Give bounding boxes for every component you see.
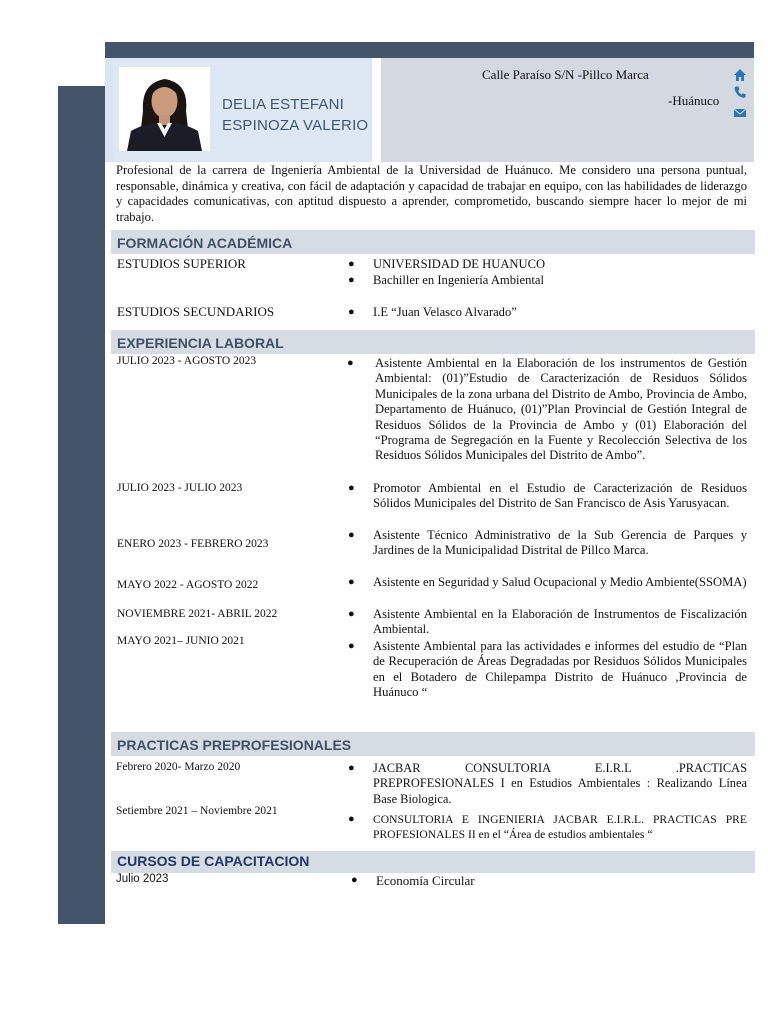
experience-period: ENERO 2023 - FEBRERO 2023 (117, 538, 269, 550)
experience-item: ● Asistente en Seguridad y Salud Ocupacional y Medio Ambiente(SSOMA) (348, 575, 747, 589)
courses-section-title: CURSOS DE CAPACITACION (111, 851, 755, 873)
course-item: ● Economía Circular (351, 873, 475, 888)
education-section-title: FORMACIÓN ACADÉMICA (111, 230, 755, 254)
experience-item: ● Asistente Ambiental para las actividades e informes del estudio de “Plan de Recuperación de Áreas Degradadas por Residuos Sólidos Municipales en el Botadero de Chilepampa Distrito de Huánuco ,Provincia de Huánuco “ (348, 639, 747, 700)
education-item: ● UNIVERSIDAD DE HUANUCO (348, 257, 546, 271)
address-text: Calle Paraíso S/N -Pillco Marca (482, 67, 649, 82)
experience-item: ● Asistente Ambiental en la Elaboración de los instrumentos de Gestión Ambiental: (01)”Estudio de Caracterización de Residuos Sólidos Municipales de la zona urbana del Distrito de Ambo, Provincia de Ambo, Departamento de Huánuco, (01)”Plan Provincial de Gestión Integral de Residuos Sólidos de la Provincia de Ambo y (01) Elaboración del “Programa de Segregación en la Fuente y Recolección Selectiva de los Residuos Sólidos Municipales del Distrito de Ambo”. (347, 356, 747, 463)
education-label-secundarios: ESTUDIOS SECUNDARIOS (117, 304, 275, 319)
education-item: ● I.E “Juan Velasco Alvarado” (348, 305, 517, 319)
education-label-superior: ESTUDIOS SUPERIOR (117, 256, 246, 271)
experience-period: MAYO 2021– JUNIO 2021 (117, 635, 245, 647)
practices-section-title: PRACTICAS PREPROFESIONALES (111, 732, 755, 756)
name-line-1: DELIA ESTEFANI (222, 96, 345, 113)
experience-period: JULIO 2023 - AGOSTO 2023 (117, 355, 257, 367)
experience-item: ● Promotor Ambiental en el Estudio de Caracterización de Residuos Sólidos Municipales del Distrito de San Francisco de Asis Yarusyacan. (348, 481, 747, 511)
profile-photo (119, 67, 210, 151)
education-item: ● Bachiller en Ingeniería Ambiental (348, 273, 544, 287)
experience-period: NOVIEMBRE 2021- ABRIL 2022 (117, 608, 278, 620)
practice-item: ● JACBAR CONSULTORIA E.I.R.L .PRACTICAS PREPROFESIONALES I en Estudios Ambientales : Realizando Línea Base Biologica. (348, 761, 747, 806)
course-period: Julio 2023 (116, 873, 169, 885)
home-icon (733, 68, 747, 82)
person-name (222, 94, 368, 136)
experience-item: ● Asistente Técnico Administrativo de la Sub Gerencia de Parques y Jardines de la Municipalidad Distrital de Pillco Marca. (348, 528, 747, 558)
side-accent-bar (58, 86, 105, 924)
phone-icon (733, 85, 747, 99)
practice-item: ● CONSULTORIA E INGENIERIA JACBAR E.I.R.L. PRACTICAS PRE PROFESIONALES II en el “Área de estudios ambientales “ (348, 813, 747, 842)
experience-period: MAYO 2022 - AGOSTO 2022 (117, 579, 259, 591)
experience-section-title: EXPERIENCIA LABORAL (111, 330, 755, 354)
mail-icon (733, 106, 747, 120)
city-text: -Huánuco (668, 93, 720, 108)
experience-period: JULIO 2023 - JULIO 2023 (117, 482, 243, 494)
practice-period: Setiembre 2021 – Noviembre 2021 (116, 805, 278, 817)
top-accent-bar (105, 42, 754, 58)
name-line-2: ESPINOZA VALERIO (222, 117, 369, 134)
practice-period: Febrero 2020- Marzo 2020 (116, 761, 241, 773)
experience-item: ● Asistente Ambiental en la Elaboración de Instrumentos de Fiscalización Ambiental. (348, 607, 747, 637)
profile-summary: Profesional de la carrera de Ingeniería Ambiental de la Universidad de Huánuco. Me considero una persona puntual, responsable, dinámica y creativa, con fácil de adaptación y capacidad de trabajar en equipo, con las habilidades de liderazgo y capacidades comunicativas, con aptitud dispuesto a aprender, comprometido, buscando siempre hacer lo mejor de mi trabajo. (116, 163, 747, 224)
